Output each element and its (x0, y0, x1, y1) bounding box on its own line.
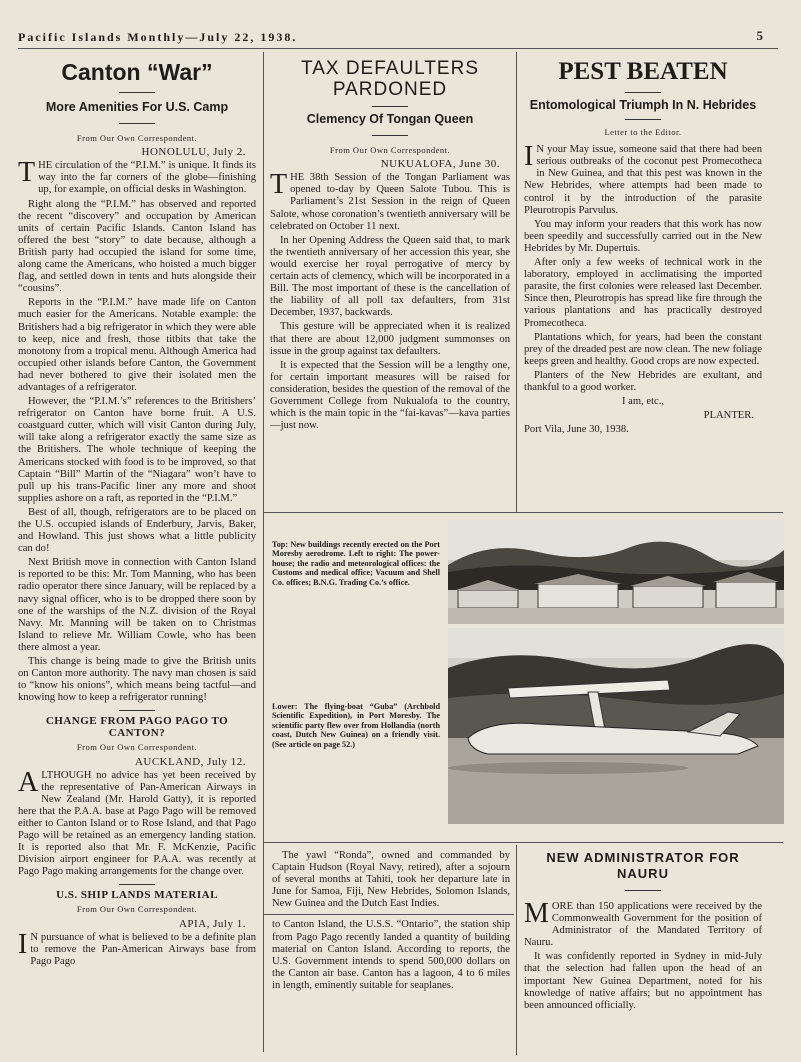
dropcap: I (524, 141, 534, 173)
paragraph: It is expected that the Session will be a lengthy one, for certain important measures will be raised for consideration, besides the question of the removal of the Government College from Nukualofa to the country, which is the main topic in the “fai-kavas”—kava parties—just now. (270, 359, 510, 432)
tax-title: TAX DEFAULTERS PARDONED (301, 58, 479, 100)
pago-dateline: AUCKLAND, July 12. (134, 755, 246, 768)
header-rule (18, 48, 778, 49)
paragraph: This change is being made to give the British units on Canton more authority. The navy man chosen is said to “know his onions”, which means being tactful—and knowing how to keep a refrigerator running! (18, 656, 256, 704)
signature: PLANTER. (703, 410, 754, 422)
ship-byline: From Our Own Correspondent. (76, 904, 198, 915)
canton-title: Canton “War” (61, 59, 213, 85)
ship-subhead: U.S. SHIP LANDS MATERIAL (56, 889, 218, 902)
paragraph: HE 38th Session of the Tongan Parliament was opened to-day by Queen Salote Tubou. This is Parliament’s 21st Session in the reign of Queen Salote, whose coronation’s twentieth anniversary will be celebrated on October 11 next. (270, 172, 510, 232)
aerodrome-photo (448, 520, 784, 624)
photo-top-rule (263, 512, 783, 513)
tax-byline: From Our Own Correspondent. (329, 145, 451, 156)
paragraph: N your May issue, someone said that there had been serious outbreaks of the coconut pest Promecotheca in New Guinea, and that this pest was known in the New Hebrides, where attempts had been made to control it by the introduction of the parasite Pleurotropis Parvulus. (524, 144, 762, 216)
title-rule (625, 92, 661, 93)
canton-subtitle: More Amenities For U.S. Camp (45, 100, 229, 114)
ronda-article (272, 850, 510, 994)
column-divider (516, 52, 517, 512)
signoff: I am, etc., (621, 396, 665, 408)
canton-dateline: HONOLULU, July 2. (141, 146, 246, 159)
tax-dateline: NUKUALOFA, June 30. (380, 158, 500, 171)
paragraph: Next British move in connection with Canton Island is reported to be this: Mr. Tom Manning, who has been radio operator there since January, will be replaced by a navy signal officer, who is to be dropped there soon by one of the warships of the N.Z. division of the Royal Navy. Mr. Manning will be taken on to Christmas Island to relieve Mr. William Cowle, who has been there almost a year. (18, 557, 256, 653)
page-number: 5 (756, 28, 763, 43)
tax-article (270, 58, 510, 434)
canton-article (18, 58, 256, 970)
flying-boat-photo (448, 628, 784, 824)
ship-dateline: APIA, July 1. (178, 917, 246, 930)
pest-subtitle: Entomological Triumph In N. Hebrides (529, 98, 757, 112)
paragraph: Right along the “P.I.M.” has observed and reported the recent “discovery” and occupation by American units of certain Pacific Islands. Canton Island has offered the best “story” to date because, although a British party had occupied the island for some time, along came the Americans, who hoisted a much bigger flag, and settled down in tents and huts alongside their “cousins”. (18, 198, 256, 295)
pest-title: PEST BEATEN (558, 58, 728, 85)
paragraph: Plantations which, for years, had been the constant prey of the dreaded pest are now clean. The new foliage keeps green and healthy. Good crops are now expected. (524, 331, 762, 367)
section-rule (264, 914, 514, 915)
dropcap: T (18, 157, 36, 189)
pago-subhead: CHANGE FROM PAGO PAGO TO CANTON? (45, 715, 229, 740)
paragraph: ORE than 150 applications were received by the Commonwealth Government for the position of Administrator of the Mandated Territory of Nauru. (524, 901, 762, 949)
place-date: Port Vila, June 30, 1938. (524, 424, 629, 436)
title-rule (372, 106, 408, 107)
nauru-title: NEW ADMINISTRATOR FOR NAURU (546, 850, 740, 881)
paragraph: In her Opening Address the Queen said that, to mark the twentieth anniversary of her accession this year, she would exercise her royal perrogative of mercy by certain acts of clemency, which will be incorporated in a Bill. The most important of these is the cancellation of the liability of all poll tax defaulters, from 31st December, 1937, backwards. (270, 234, 510, 319)
paragraph: The yawl “Ronda”, owned and commanded by Captain Hudson (Royal Navy, retired), after a sojourn of several months at Tahiti, took her departure late in June for Samoa, Fiji, New Hebrides, Solomon Islands, New Guinea and the Dutch East Indies. (272, 850, 510, 910)
title-rule (625, 890, 661, 891)
paragraph: HE circulation of the “P.I.M.” is unique. It finds its way into the far corners of the globe—finishing up, for example, on official desks in Washington. (38, 160, 256, 196)
subtitle-rule (625, 119, 661, 120)
pago-byline: From Our Own Correspondent. (76, 742, 198, 753)
section-rule (119, 710, 155, 711)
subtitle-rule (119, 123, 155, 124)
column-divider (263, 52, 264, 1052)
paragraph: However, the “P.I.M.’s” references to the Britishers’ refrigerator on Canton have borne fruit. A U.S. coastguard cutter, which will visit Canton during July, will take along a refrigerator exactly the same size as the Britishers. The whole technique of keeping the Americans stocked with food is to be improved, so that Captain “Bill” Martin of the “Niagara” won’t have to pull up his trans-Pacific liner any more and shoot supplies ashore on a raft, as reported in the “P.I.M.” (18, 396, 256, 504)
section-rule (119, 884, 155, 885)
paragraph: Planters of the New Hebrides are exultant, and thankful to a good worker. (524, 369, 762, 393)
pest-byline: Letter to the Editor. (604, 127, 682, 138)
paragraph: After only a few weeks of technical work in the laboratory, employed in acclimatising the imported parasite, the first colonies were released last December. Since then, Pleurotropis has spread like fire through the various plantations and has practically destroyed Promecotheca. (524, 257, 762, 329)
paragraph: LTHOUGH no advice has yet been received by the representative of Pan-American Airways in New Zealand (Mr. Harold Gatty), it is reported here that the P.A.A. base at Pago Pago will be removed either to Canton Island or to Rose Island, and that Pago Pago will be retained as an emergency landing station. It is reported also that Mr. F. McKenzie, Pacific Division airport engineer for P.A.A. was recently at Pago Pago making arrangements for the change over. (18, 769, 256, 878)
paragraph: Reports in the “P.I.M.” have made life on Canton much easier for the Americans. Notable example: the Britishers had a big refrigerator in which they were able to keep, nice and fresh, those titbits that take the monotony from a tropical menu. Although America had occupied other islands before Canton, the Government had never bothered to give their isolated men the advantages of a refrigerator. (18, 297, 256, 393)
paragraph: N pursuance of what is believed to be a definite plan to remove the Pan-American Airways base from Pago Pago (30, 931, 256, 967)
canton-byline: From Our Own Correspondent. (76, 133, 198, 144)
paragraph: This gesture will be appreciated when it is realized that there are about 12,000 judgment summonses on issue in the group against tax defaulters. (270, 321, 510, 357)
column-divider (516, 845, 517, 1055)
dropcap: A (18, 766, 39, 798)
paragraph: You may inform your readers that this work has now been speedily and successfully carried out in the New Hebrides by Mr. Dupertuis. (524, 218, 762, 254)
dropcap: I (18, 928, 28, 960)
title-rule (119, 92, 155, 93)
pest-article (524, 58, 762, 438)
tax-subtitle: Clemency Of Tongan Queen (306, 112, 474, 126)
running-head: Pacific Islands Monthly—July 22, 1938. (18, 30, 298, 44)
nauru-article (524, 850, 762, 1014)
lower-photo-caption: Lower: The flying-boat “Guba” (Archbold Scientific Expedition), in Port Moresby. The scientific party flew over from Hollandia (north coast, Dutch New Guinea) on a friendly visit. (See article on page 52.) (272, 702, 440, 749)
top-photo-caption: Top: New buildings recently erected on the Port Moresby aerodrome. Left to right: The power-house; the radio and meteorological offices: the Customs and medical office; Vacuum and Shell Co. offices; B.N.G. Trading Co.’s office. (272, 540, 440, 587)
subtitle-rule (372, 135, 408, 136)
dropcap: T (270, 169, 288, 201)
photo-bottom-rule (263, 842, 783, 843)
paragraph: It was confidently reported in Sydney in mid-July that the selection had fallen upon the head of an important New Guinea Department, noted for his knowledge of native affairs; but no appointment has been announced officially. (524, 951, 762, 1011)
ship-continuation: to Canton Island, the U.S.S. “Ontario”, the station ship from Pago Pago recently landed a quantity of building material on Canton Island. According to reports, the U.S. Government intends to spend 500,000 dollars on the Canton air base. Canton has a lagoon, 4 to 6 miles in length, eminently suitable for seaplanes. (272, 919, 510, 991)
paragraph: Best of all, though, refrigerators are to be placed on the U.S. occupied islands of Enderbury, Jarvis, Baker, and Howland. This just shows what a little publicity can do! (18, 506, 256, 555)
dropcap: M (524, 898, 549, 929)
